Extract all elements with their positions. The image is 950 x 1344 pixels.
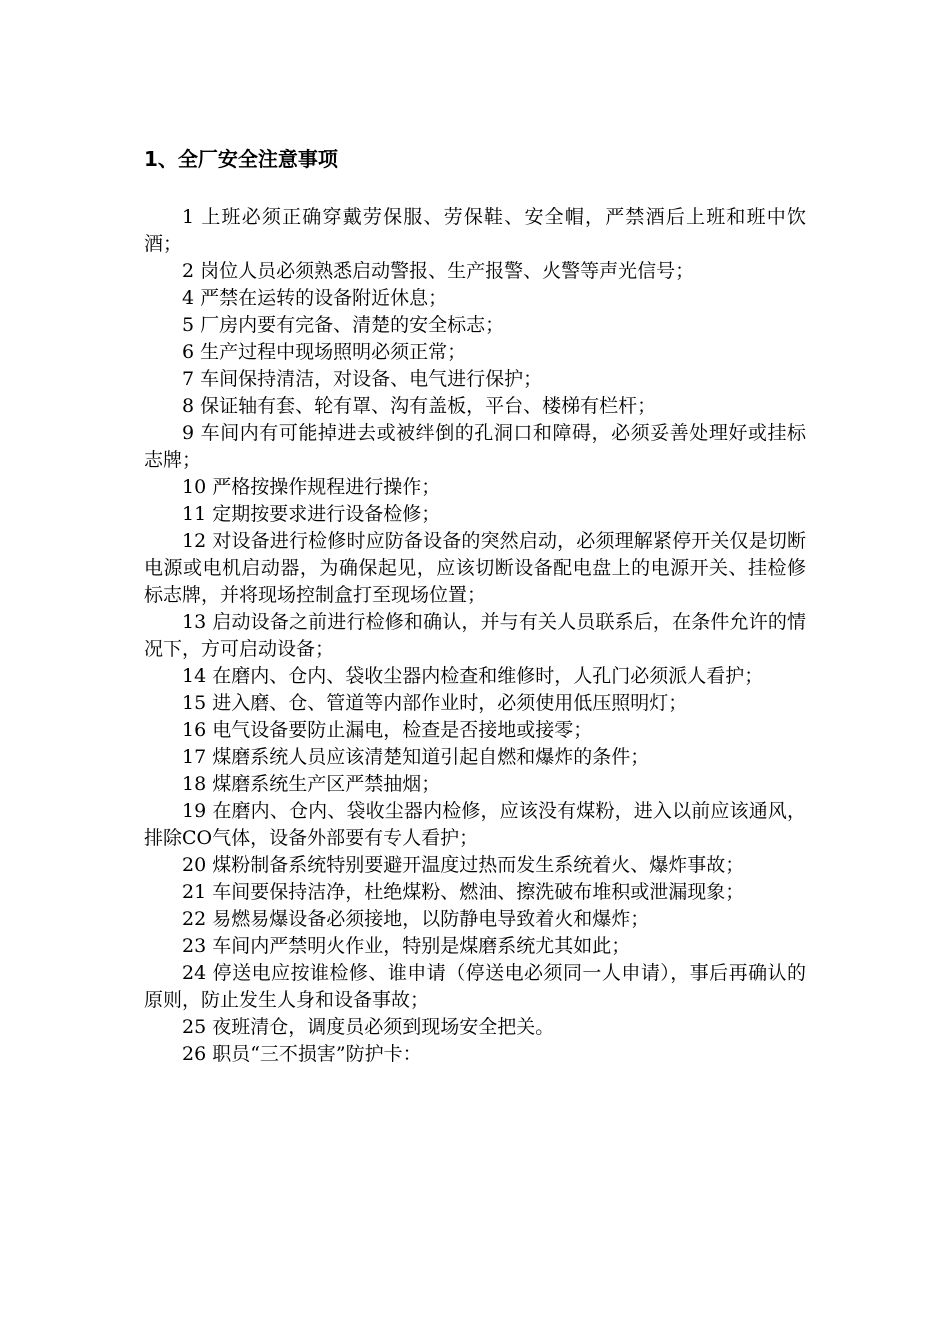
list-item: 2 岗位人员必须熟悉启动警报、生产报警、火警等声光信号；	[182, 260, 695, 282]
list-item: 22 易燃易爆设备必须接地，以防静电导致着火和爆炸；	[182, 908, 650, 930]
list-item: 7 车间保持清洁，对设备、电气进行保护；	[182, 368, 543, 390]
list-item: 11 定期按要求进行设备检修；	[182, 503, 441, 525]
list-item: 21 车间要保持洁净，杜绝煤粉、燃油、擦洗破布堆积或泄漏现象；	[182, 881, 745, 903]
safety-rules-list	[144, 204, 806, 1068]
list-item: 25 夜班清仓，调度员必须到现场安全把关。	[182, 1016, 555, 1038]
list-item: 12 对设备进行检修时应防备设备的突然启动，必须理解紧停开关仅是切断电源或电机启动器，为确保起见，应该切断设备配电盘上的电源开关、挂检修标志牌，并将现场控制盒打至现场位置；	[144, 530, 806, 606]
list-item: 17 煤磨系统人员应该清楚知道引起自燃和爆炸的条件；	[182, 746, 650, 768]
list-item: 5 厂房内要有完备、清楚的安全标志；	[182, 314, 505, 336]
list-item: 15 进入磨、仓、管道等内部作业时，必须使用低压照明灯；	[182, 692, 688, 714]
list-item: 19 在磨内、仓内、袋收尘器内检修，应该没有煤粉，进入以前应该通风，排除CO气体，设备外部要有专人看护；	[144, 800, 806, 849]
list-item: 8 保证轴有套、轮有罩、沟有盖板，平台、楼梯有栏杆；	[182, 395, 657, 417]
list-item: 20 煤粉制备系统特别要避开温度过热而发生系统着火、爆炸事故；	[182, 854, 745, 876]
list-item: 18 煤磨系统生产区严禁抽烟；	[182, 773, 441, 795]
list-item: 26 职员“三不损害”防护卡：	[182, 1043, 422, 1065]
list-item: 16 电气设备要防止漏电，检查是否接地或接零；	[182, 719, 593, 741]
list-item: 24 停送电应按谁检修、谁申请（停送电必须同一人申请），事后再确认的原则，防止发生人身和设备事故；	[144, 962, 806, 1011]
list-item: 9 车间内有可能掉进去或被绊倒的孔洞口和障碍，必须妥善处理好或挂标志牌；	[144, 422, 806, 471]
list-item: 13 启动设备之前进行检修和确认，并与有关人员联系后，在条件允许的情况下，方可启动设备；	[144, 611, 806, 660]
list-item: 14 在磨内、仓内、袋收尘器内检查和维修时，人孔门必须派人看护；	[182, 665, 764, 687]
list-item: 1 上班必须正确穿戴劳保服、劳保鞋、安全帽，严禁酒后上班和班中饮酒；	[144, 206, 806, 255]
list-item: 6 生产过程中现场照明必须正常；	[182, 341, 467, 363]
list-item: 23 车间内严禁明火作业，特别是煤磨系统尤其如此；	[182, 935, 631, 957]
section-heading: 1、全厂安全注意事项	[144, 147, 338, 171]
list-item: 4 严禁在运转的设备附近休息；	[182, 287, 448, 309]
list-item: 10 严格按操作规程进行操作；	[182, 476, 441, 498]
